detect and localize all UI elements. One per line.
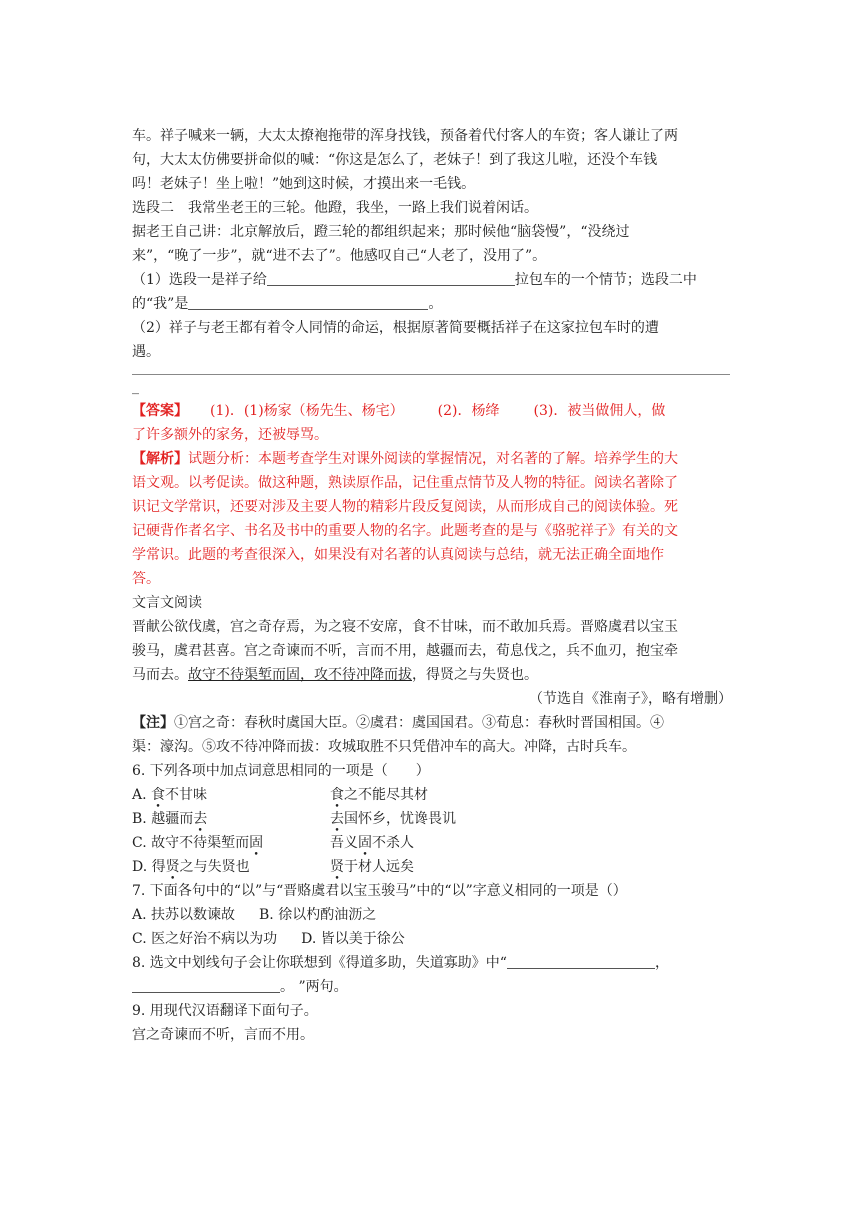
classical-text: 马而去。 (132, 667, 188, 683)
classical-text: ，得贤之与失贤也。 (412, 667, 538, 683)
passage-line: 车。祥子喊来一辆，大太太撩袍拖带的浑身找钱，预备着代付客人的车资；客人谦让了两 (132, 128, 678, 144)
question-8-text: 8. 选文中划线句子会让你联想到《得道多助，失道寡助》中“ (132, 955, 507, 971)
analysis-line: 语文观。以考促读。做这种题，熟读原作品，记住重点情节及人物的特征。阅读名著除了 (132, 475, 678, 491)
dotted-word: 去 (330, 811, 344, 827)
analysis-line: 答。 (132, 571, 160, 587)
answer-blank[interactable] (132, 977, 280, 993)
underlined-sentence: 故守不待渠堑而固，攻不待冲降而拔 (188, 667, 412, 683)
dotted-word: 贤 (330, 859, 344, 875)
answer-line (132, 399, 732, 423)
passage-line: 吗！老妹子！坐上啦！”她到这时候，才摸出来一毛钱。 (132, 176, 476, 192)
note-label: 【注】 (132, 715, 174, 731)
dotted-word: 固 (358, 835, 372, 851)
question-8-line (132, 951, 732, 975)
option-text: 不甘味 (165, 787, 208, 803)
document-page (132, 124, 732, 1047)
dotted-word: 贤 (165, 859, 180, 875)
analysis-line: 学常识。此题的考查很深入，如果没有对名著的认真阅读与总结，就无法正确全面地作 (132, 547, 664, 563)
option-text: 之与失贤也 (179, 859, 250, 875)
source-citation: （节选自《淮南子》，略有增删） (529, 691, 732, 707)
option-text: 不杀人 (372, 835, 414, 851)
option-c[interactable] (132, 831, 732, 855)
analysis-line (132, 447, 732, 471)
answer-line[interactable] (132, 374, 730, 375)
answer-part: (1)．(1)杨家（杨先生、杨宅） (210, 403, 404, 419)
question-2-line: 遇。 (132, 344, 160, 360)
question-7-options (132, 927, 732, 951)
question-1-text: 。 (428, 296, 443, 312)
note-line: 渠：濠沟。⑤攻不待冲降而拔：攻城取胜不只凭借冲车的高大。冲降，古时兵车。 (132, 739, 636, 755)
dotted-word: 食 (151, 787, 166, 803)
option-text: 吾义 (330, 835, 358, 851)
option-letter: C. (132, 835, 147, 851)
classical-line: 骏马，虞君甚喜。宫之奇谏而不听，言而不用，越疆而去，荀息伐之，兵不血刃，抱宝牵 (132, 643, 678, 659)
option-letter: A. (132, 787, 147, 803)
question-9-stem: 9. 用现代汉语翻译下面句子。 (132, 1003, 318, 1019)
option-text: 国怀乡，忧谗畏讥 (344, 811, 456, 827)
dotted-word: 固 (249, 835, 264, 851)
question-1-line (132, 292, 732, 316)
section-heading: 文言文阅读 (132, 595, 202, 611)
answer-blank[interactable] (507, 953, 655, 969)
dotted-word: 去 (193, 811, 208, 827)
answer-part: (2)．杨绛 (437, 403, 500, 419)
dotted-word: 食 (330, 787, 344, 803)
option-a[interactable]: A. 扶苏以数谏故 (132, 907, 236, 923)
classical-line (132, 663, 732, 687)
passage-line: 来”，“晚了一步”，就“进不去了”。他感叹自己“人老了，没用了”。 (132, 248, 547, 264)
question-7-options (132, 903, 732, 927)
analysis-line: 识记文学常识，还要对涉及主要人物的精彩片段反复阅读，从而形成自己的阅读体验。死 (132, 499, 678, 515)
option-d[interactable] (132, 855, 732, 879)
question-2-line: （2）祥子与老王都有着令人同情的命运，根据原著简要概括祥子在这家拉包车时的遭 (132, 320, 659, 336)
question-1-text: 拉包车的一个情节；选段二中 (514, 272, 697, 288)
passage-line: 选段二 我常坐老王的三轮。他蹬，我坐，一路上我们说着闲话。 (132, 200, 538, 216)
option-text: 越疆而 (151, 811, 194, 827)
answer-blank[interactable] (267, 270, 515, 286)
question-6-stem: 6. 下列各项中加点词意思相同的一项是（ ） (132, 763, 430, 779)
option-d[interactable]: D. 皆以美于徐公 (301, 931, 405, 947)
option-b[interactable] (132, 807, 732, 831)
answer-label: 【答案】 (132, 403, 188, 419)
analysis-label: 【解析】 (132, 451, 188, 467)
answer-part: (3)．被当做佣人，做 (533, 403, 666, 419)
question-8-text: 。 ”两句。 (280, 979, 348, 995)
question-1-line (132, 268, 732, 292)
answer-line: 了许多额外的家务，还被辱骂。 (132, 427, 328, 443)
analysis-line: 记硬背作者名字、书名及书中的重要人物的名字。此题考查的是与《骆驼祥子》有关的文 (132, 523, 678, 539)
question-8-text: ， (654, 955, 669, 971)
option-b[interactable]: B. 徐以杓酌油沥之 (259, 907, 377, 923)
option-c[interactable]: C. 医之好治不病以为功 (132, 931, 278, 947)
passage-line: 据老王自己讲：北京解放后，蹬三轮的都组织起来；那时候他“脑袋慢”，“没绕过 (132, 224, 630, 240)
note-line (132, 711, 732, 735)
question-1-text: 的“我”是 (132, 296, 189, 312)
question-1-text: （1）选段一是祥子给 (132, 272, 267, 288)
question-8-line (132, 975, 732, 999)
option-text: 之不能尽其材 (344, 787, 428, 803)
passage-line: 句，大太太仿佛要拼命似的喊：“你这是怎么了，老妹子！到了我这儿啦，还没个车钱 (132, 152, 658, 168)
note-text: ①宫之奇：春秋时虞国大臣。②虞君：虞国国君。③荀息：春秋时晋国相国。④ (174, 715, 664, 731)
option-letter: B. (132, 811, 147, 827)
option-text: 于材人远矣 (344, 859, 414, 875)
analysis-text: 试题分析：本题考查学生对课外阅读的掌握情况，对名著的了解。培养学生的大 (188, 451, 678, 467)
question-9-sentence: 宫之奇谏而不听，言而不用。 (132, 1027, 314, 1043)
answer-blank[interactable] (188, 294, 428, 310)
option-a[interactable] (132, 783, 732, 807)
trail-mark: _ (132, 379, 139, 395)
question-7-stem: 7. 下面各句中的“以”与“晋赂虞君以宝玉骏马”中的“以”字意义相同的一项是（） (132, 883, 627, 899)
classical-line: 晋献公欲伐虞，宫之奇存焉，为之寝不安席，食不甘味，而不敢加兵焉。晋赂虞君以宝玉 (132, 619, 678, 635)
option-text: 故守不待渠堑而 (151, 835, 250, 851)
option-letter: D. (132, 859, 148, 875)
option-text: 得 (151, 859, 166, 875)
